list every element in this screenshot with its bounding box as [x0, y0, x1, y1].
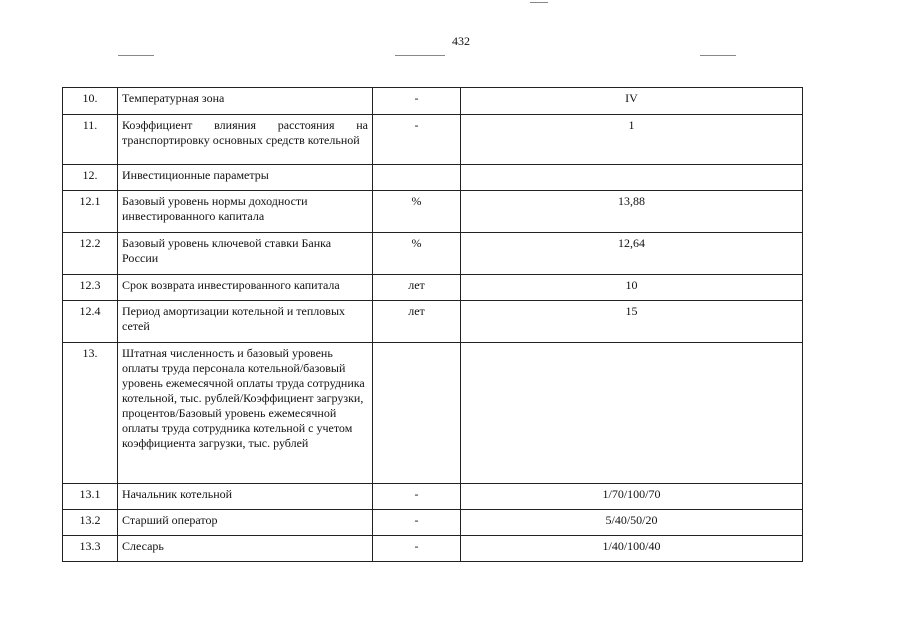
table-row: [63, 343, 803, 484]
value-cell: [461, 343, 803, 484]
parameter-name: Инвестиционные параметры: [118, 165, 373, 191]
row-number: 11.: [63, 115, 118, 165]
scan-artifact: [530, 2, 548, 3]
unit-cell: лет: [373, 301, 461, 343]
parameter-name: Температурная зона: [118, 88, 373, 115]
parameter-name: Старший оператор: [118, 510, 373, 536]
table-row: [63, 484, 803, 510]
table-row: [63, 510, 803, 536]
value-cell: 10: [461, 275, 803, 301]
unit-cell: -: [373, 88, 461, 115]
table-row: [63, 88, 803, 115]
table-row: [63, 275, 803, 301]
value-cell: 5/40/50/20: [461, 510, 803, 536]
value-cell: 13,88: [461, 191, 803, 233]
unit-cell: [373, 165, 461, 191]
unit-cell: -: [373, 484, 461, 510]
value-cell: 1/40/100/40: [461, 536, 803, 562]
unit-cell: %: [373, 191, 461, 233]
scan-artifact: [395, 55, 445, 56]
parameters-table: [62, 87, 803, 562]
row-number: 10.: [63, 88, 118, 115]
unit-cell: -: [373, 536, 461, 562]
unit-cell: -: [373, 115, 461, 165]
table-row: [63, 536, 803, 562]
row-number: 12.: [63, 165, 118, 191]
row-number: 13.3: [63, 536, 118, 562]
parameter-name: Период амортизации котельной и тепловых сетей: [118, 301, 373, 343]
row-number: 13.1: [63, 484, 118, 510]
parameter-name: Базовый уровень нормы доходности инвестированного капитала: [118, 191, 373, 233]
parameter-name: Слесарь: [118, 536, 373, 562]
parameter-name: Коэффициент влияния расстояния на транспортировку основных средств котельной: [118, 115, 373, 165]
table-row: [63, 115, 803, 165]
parameter-name: Базовый уровень ключевой ставки Банка России: [118, 233, 373, 275]
row-number: 12.2: [63, 233, 118, 275]
page-number: 432: [452, 34, 470, 48]
unit-cell: лет: [373, 275, 461, 301]
value-cell: 12,64: [461, 233, 803, 275]
unit-cell: %: [373, 233, 461, 275]
parameter-name: Начальник котельной: [118, 484, 373, 510]
table-row: [63, 233, 803, 275]
table-row: [63, 191, 803, 233]
scan-artifact: [700, 55, 736, 56]
row-number: 12.3: [63, 275, 118, 301]
row-number: 12.4: [63, 301, 118, 343]
value-cell: 15: [461, 301, 803, 343]
parameter-name: Штатная численность и базовый уровень оплаты труда персонала котельной/базовый уровень ежемесячной оплаты труда сотрудника котельной, тыс. рублей/Коэффициент загрузки, процентов/Базовый уровень ежемесячной оплаты труда сотрудника котельной с учетом коэффициента загрузки, тыс. рублей: [118, 343, 373, 484]
unit-cell: -: [373, 510, 461, 536]
table-row: [63, 301, 803, 343]
value-cell: 1/70/100/70: [461, 484, 803, 510]
table-row: [63, 165, 803, 191]
row-number: 13.2: [63, 510, 118, 536]
value-cell: [461, 165, 803, 191]
value-cell: 1: [461, 115, 803, 165]
row-number: 13.: [63, 343, 118, 484]
parameter-name: Срок возврата инвестированного капитала: [118, 275, 373, 301]
value-cell: IV: [461, 88, 803, 115]
scan-artifact: [118, 55, 154, 56]
row-number: 12.1: [63, 191, 118, 233]
unit-cell: [373, 343, 461, 484]
